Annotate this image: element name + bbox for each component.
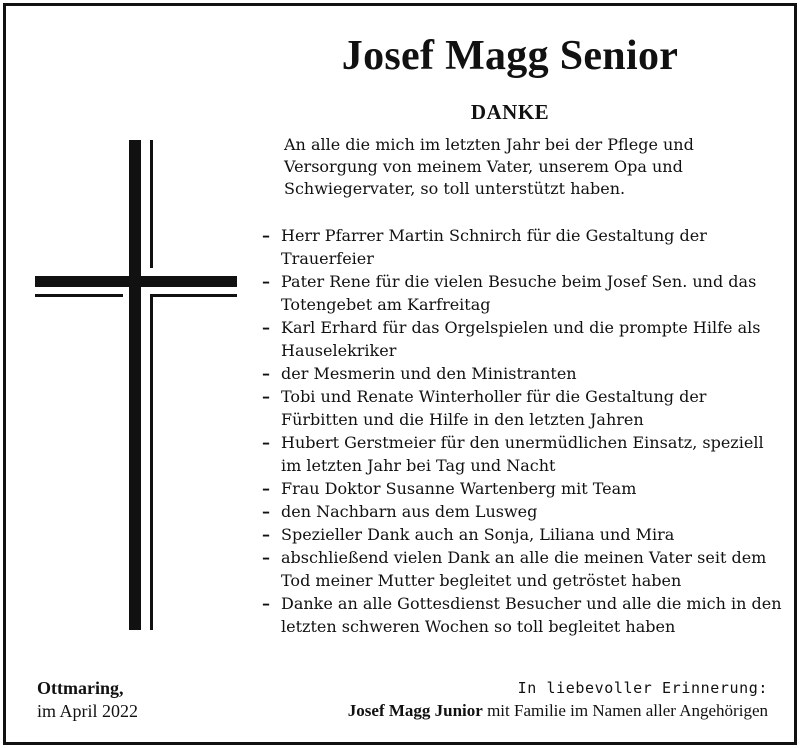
thanks-item-text: Herr Pfarrer Martin Schnirch für die Gestaltung der Trauerfeier xyxy=(281,226,707,268)
thanks-item-text: Pater Rene für die vielen Besuche beim Josef Sen. und das Totengebet am Karfreitag xyxy=(281,272,757,314)
deceased-name-title: Josef Magg Senior xyxy=(341,33,679,79)
thanks-item-text: Frau Doktor Susanne Wartenberg mit Team xyxy=(281,479,637,498)
thanks-item-text: Spezieller Dank auch an Sonja, Liliana und Mira xyxy=(281,525,675,544)
cross-icon xyxy=(30,140,245,635)
date-line: im April 2022 xyxy=(37,701,139,721)
thanks-item-text: abschließend vielen Dank an alle die meinen Vater seit dem Tod meiner Mutter begleitet und getröstet haben xyxy=(281,548,767,590)
thanks-list xyxy=(262,224,782,638)
thanks-item-text: Tobi und Renate Winterholler für die Gestaltung der Fürbitten und die Hilfe in den letzten Jahren xyxy=(281,387,707,429)
thanks-item-text: Karl Erhard für das Orgelspielen und die prompte Hilfe als Hauselekriker xyxy=(281,318,761,360)
thanks-heading: DANKE xyxy=(470,100,550,124)
intro-paragraph: An alle die mich im letzten Jahr bei der Pflege und Versorgung von meinem Vater, unserem Opa und Schwiegervater, so toll unterstützt haben. xyxy=(284,135,694,198)
dash-bullet: – xyxy=(262,525,270,544)
thanks-item xyxy=(262,224,782,270)
thanks-item xyxy=(262,270,782,316)
cross-outline-left xyxy=(35,294,123,297)
cross-horizontal-beam xyxy=(35,276,237,287)
dash-bullet: – xyxy=(262,502,270,521)
thanks-item xyxy=(262,546,782,592)
thanks-item-text: der Mesmerin und den Ministranten xyxy=(281,364,577,383)
place-name: Ottmaring, xyxy=(37,678,124,698)
thanks-item xyxy=(262,477,782,500)
cross-outline-upper xyxy=(150,140,153,268)
memory-line: In liebevoller Erinnerung: xyxy=(517,679,768,697)
signature-line xyxy=(348,700,768,722)
dash-bullet: – xyxy=(262,272,270,291)
thanks-item-text: Danke an alle Gottesdienst Besucher und alle die mich in den letzten schweren Wochen so toll begleitet haben xyxy=(281,594,782,636)
cross-graphic xyxy=(30,140,245,635)
thanks-item xyxy=(262,523,782,546)
cross-outline-right xyxy=(150,294,237,297)
dash-bullet: – xyxy=(262,594,270,613)
dash-bullet: – xyxy=(262,364,270,383)
dash-bullet: – xyxy=(262,226,270,245)
dash-bullet: – xyxy=(262,318,270,337)
cross-outline-lower xyxy=(150,296,153,630)
signature-rest: mit Familie im Namen aller Angehörigen xyxy=(482,701,768,720)
thanks-item xyxy=(262,431,782,477)
thanks-item-text: den Nachbarn aus dem Lusweg xyxy=(281,502,538,521)
thanks-item xyxy=(262,592,782,638)
thanks-item xyxy=(262,316,782,362)
dash-bullet: – xyxy=(262,479,270,498)
dash-bullet: – xyxy=(262,548,270,567)
dash-bullet: – xyxy=(262,387,270,406)
signature-name: Josef Magg Junior xyxy=(347,701,483,720)
thanks-item xyxy=(262,362,782,385)
cross-vertical-beam xyxy=(129,140,141,630)
thanks-item-text: Hubert Gerstmeier für den unermüdlichen Einsatz, speziell im letzten Jahr bei Tag und Nacht xyxy=(281,433,764,475)
thanks-item xyxy=(262,385,782,431)
thanks-item xyxy=(262,500,782,523)
dash-bullet: – xyxy=(262,433,270,452)
